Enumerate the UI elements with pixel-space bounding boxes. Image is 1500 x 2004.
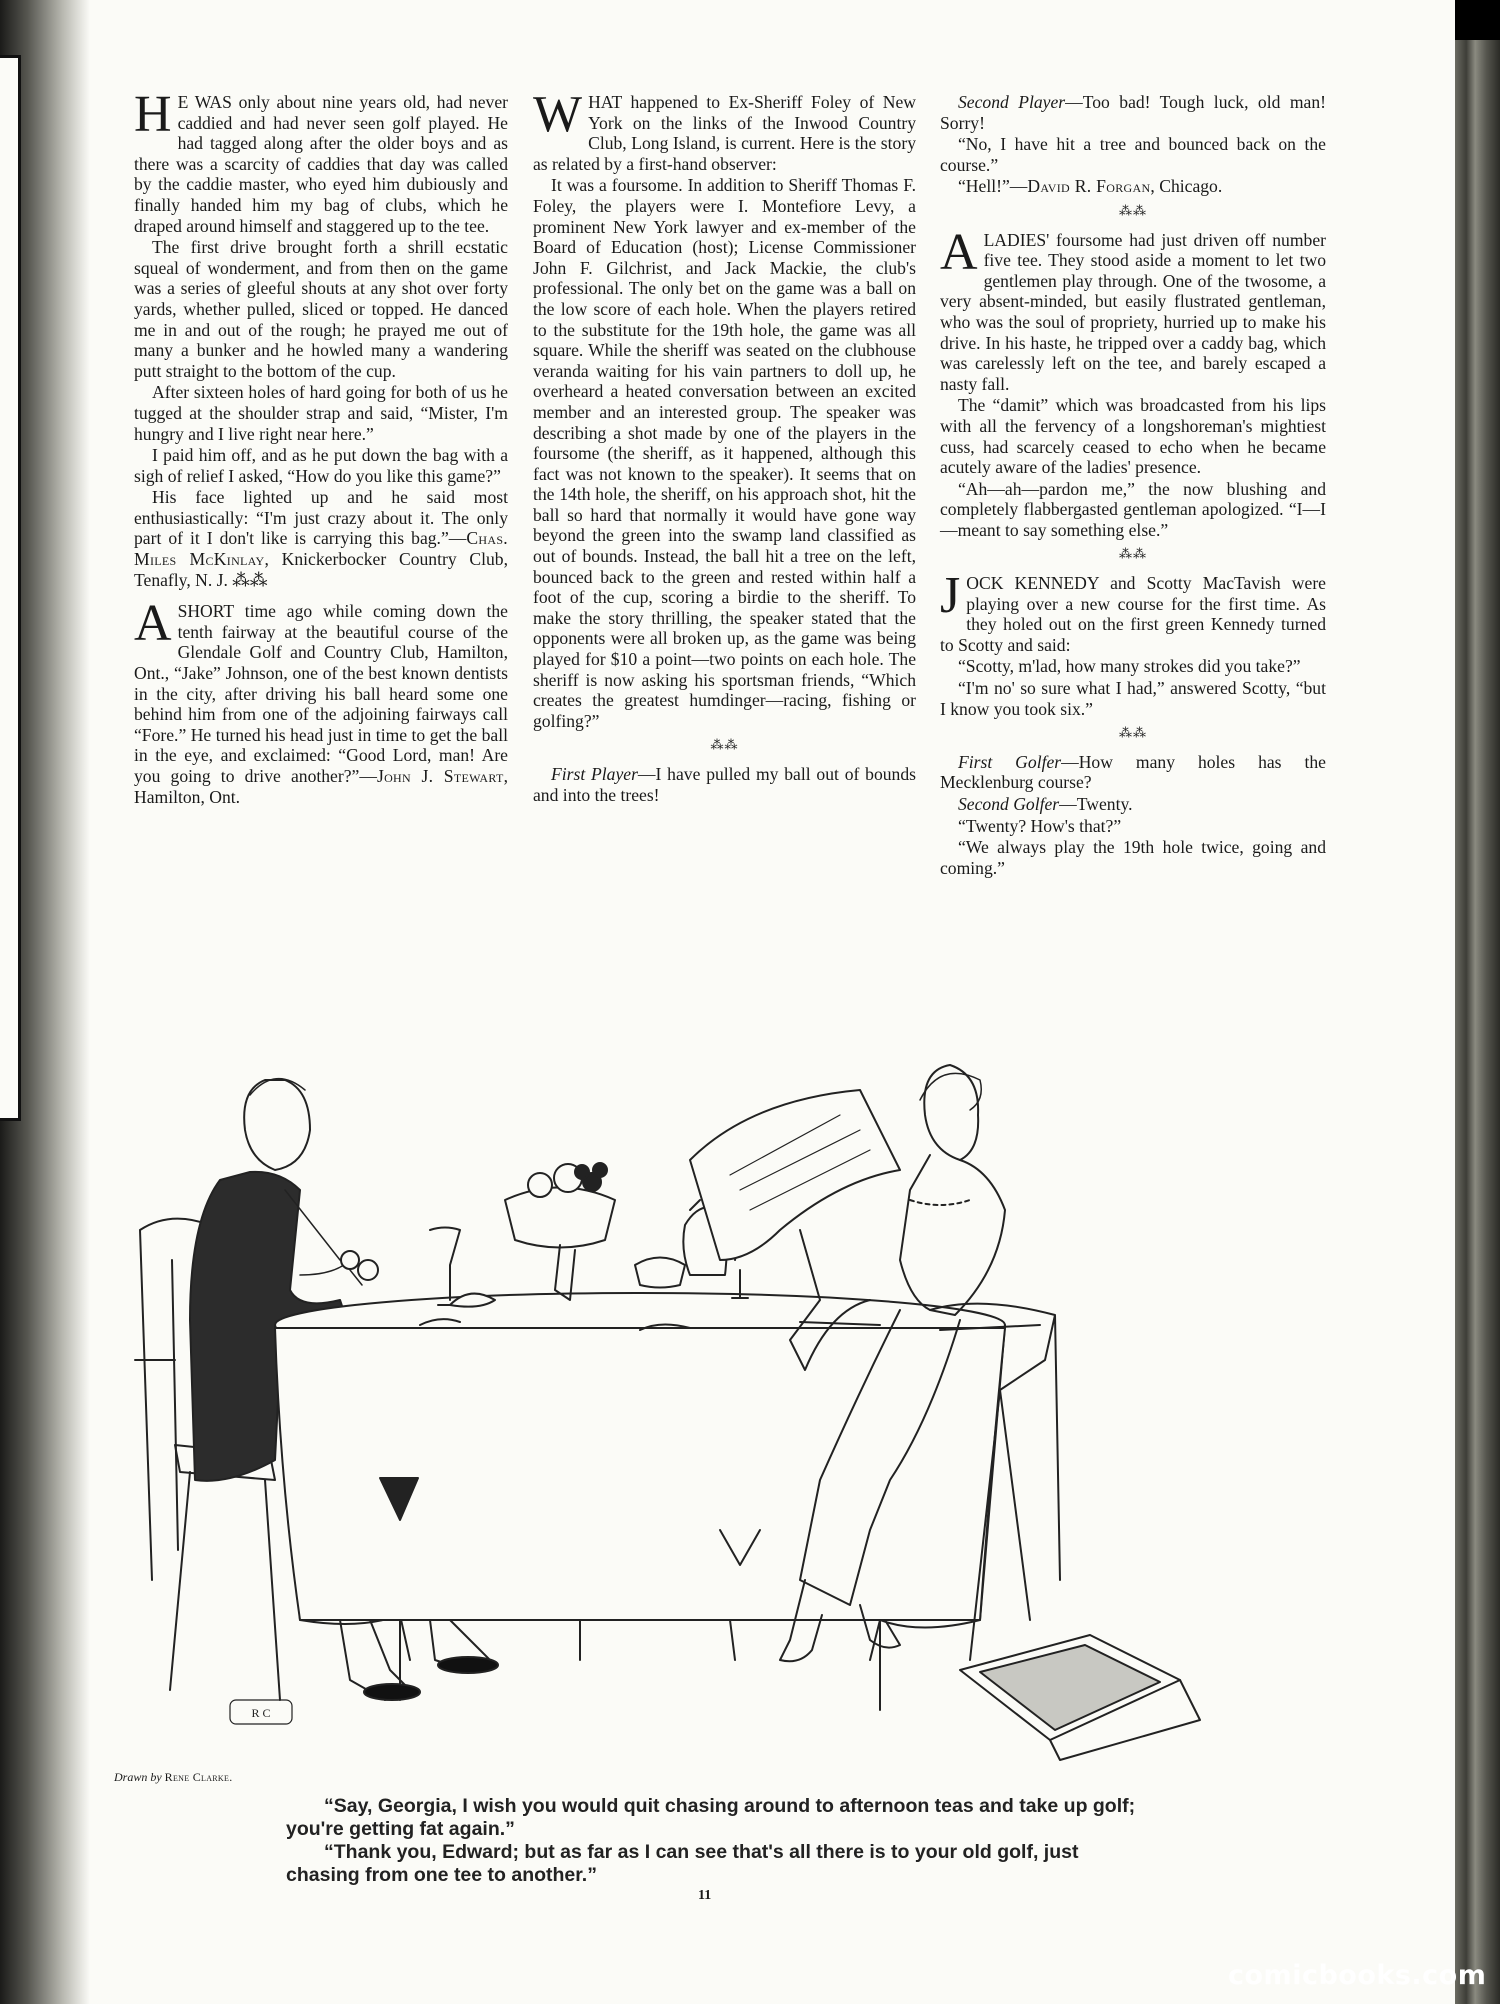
illustration-caption: [286, 1795, 1146, 1887]
paragraph: The first drive brought forth a shrill ecstatic squeal of wonderment, and from then on the game was a series of gleeful shouts at any shot over forty yards, whether pulled, sliced or topped. He danced me in and out of the rough; he prayed me out of many a bunker and he howled many a wandering putt straight to the bottom of the cup.: [134, 237, 508, 381]
paragraph: “Twenty? How's that?”: [958, 815, 1122, 836]
column-3: [940, 92, 1326, 879]
signature-text: R C: [251, 1706, 271, 1720]
anecdote-ladies-foursome: ALADIES' foursome had just driven off number five tee. They stood aside a moment to let two gentlemen play through. One of the twosome, a very absent-minded, but easily flustrated gentleman, who was the soul of propriety, hurried up to make his drive. In his haste, he tripped over a caddy bag, which was carelessly left on the tee, and barely escaped a nasty fall.: [940, 223, 1326, 394]
ornament: ⁂⁂: [1119, 202, 1147, 218]
speaker-role: Second Player: [958, 92, 1066, 112]
anecdote-sheriff: WHAT happened to Ex-Sheriff Foley of New York on the links of the Inwood Country Club, Long Island, is current. Here is the story as related by a first-hand observer:: [533, 86, 916, 174]
breakfast-table-illustration: [100, 1060, 1360, 1770]
paragraph: First Player—I have pulled my ball out of bounds and into the trees!: [533, 764, 916, 805]
paragraph: “Ah—ah—pardon me,” the now blushing and completely flabbergasted gentleman apologized. “I—I—meant to say something else.”: [940, 478, 1326, 540]
drop-cap: W: [533, 86, 583, 143]
paragraph: Second Golfer—Twenty.: [958, 794, 1133, 814]
paragraph: Second Player—Too bad! Tough luck, old man! Sorry!: [940, 92, 1326, 133]
ornament: ⁂⁂: [1119, 546, 1147, 562]
watermark: comicbooks.com: [1228, 1960, 1487, 1991]
anecdote-caddie: H E WAS only about nine years old, had never caddied and had never seen golf played. He had tagged along after the older boys and as there was a scarcity of caddies that day was called by the caddie master, who eyed him dubiously and finally handed him my bag of clubs, which he draped around himself and staggered up to the tee.: [134, 86, 508, 236]
drop-cap: A: [134, 595, 172, 653]
paragraph: “Scotty, m'lad, how many strokes did you take?”: [958, 656, 1301, 677]
paragraph: After sixteen holes of hard going for both of us he tugged at the shoulder strap and said, “Mister, I'm hungry and I live right near here.”: [134, 382, 508, 444]
ornament: ⁂⁂: [710, 737, 739, 753]
caption-line-1: “Say, Georgia, I wish you would quit chasing around to afternoon teas and take up golf; you're getting fat again.”: [286, 1795, 1136, 1840]
paragraph: “We always play the 19th hole twice, going and coming.”: [940, 837, 1326, 878]
paragraph: “I'm no' so sure what I had,” answered Scotty, “but I know you took six.”: [940, 678, 1326, 719]
newspaper-floor: [960, 1635, 1200, 1760]
speaker-role: First Player: [551, 764, 638, 784]
author-name: John J. Stewart: [376, 766, 504, 786]
paragraph: “Hell!”—David R. Forgan, Chicago.: [958, 176, 1223, 197]
anecdote-kennedy: JOCK KENNEDY and Scotty MacTavish were playing over a new course for the first time. As they holed out on the first green Kennedy turned to Scotty and said:: [940, 567, 1326, 655]
paragraph: It was a foursome. In addition to Sheriff Thomas F. Foley, the players were I. Montefiore Levy, a prominent New York lawyer and ex-member of the Board of Education (host); License Commissioner John F. Gilchrist, and Jack Mackie, the club's professional. The only bet on the game was a ball on the low score of each hole. When the players retired to the substitute for the 19th hole, the game was all square. While the sheriff was seated on the clubhouse veranda waiting for his vain partners to doll up, he overheard a heated conversation between an excited member and an interested group. The speaker was describing a shot made by one of the players in the foursome (the sheriff, as it happened, although this fact was not known to the speaker). It seems that on the 14th hole, the sheriff, on his approach shot, hit the ball so hard that normally it would have gone way beyond the green into the swamp land classified as out of bounds. Instead, the ball hit a tree on the left, bounced back to the green and rested within half a foot of the cup, scoring a birdie to the sheriff. To make the story thrilling, the speaker stated that the opponents were all broken up, as the game was being played for $10 a point—two points on each hole. The sheriff is now asking his sportsman friends, “Which creates the greatest humdinger—racing, fishing or golfing?”: [533, 175, 916, 731]
paragraph: The “damit” which was broadcasted from his lips with all the fervency of a longshoreman's mightiest cuss, had scarcely ceased to echo when he became acutely aware of the ladies' presence.: [940, 395, 1326, 478]
author-name: David R. Forgan: [1027, 176, 1151, 197]
illustrator-name: Rene Clarke.: [164, 1770, 233, 1784]
page-number: 11: [698, 1888, 712, 1903]
book-page-edges: [1455, 40, 1500, 2004]
anecdote-dentist: ASHORT time ago while coming down the tenth fairway at the beautiful course of the Glendale Golf and Country Club, Hamilton, Ont., “Jake” Johnson, one of the best known dentists in the city, after driving his ball heard some one behind him from one of the adjoining fairways call “Fore.” He turned his head just in time to get the ball in the eye, and exclaimed: “Good Lord, man! Are you going to drive another?”—John J. Stewart, Hamilton, Ont.: [134, 595, 508, 807]
column-1: [134, 86, 508, 808]
drop-cap: A: [940, 223, 978, 281]
man-legs: [340, 1620, 498, 1700]
caption-line-2: “Thank you, Edward; but as far as I can see that's all there is to your old golf, just chasing from one tee to another.”: [286, 1841, 1079, 1886]
left-border-box: [0, 55, 21, 1121]
author-name: Chas. Miles McKinlay: [134, 528, 508, 570]
column-2: [533, 86, 916, 806]
paragraph: I paid him off, and as he put down the bag with a sigh of relief I asked, “How do you like this game?”: [134, 445, 508, 486]
ornament: ⁂⁂: [1119, 725, 1147, 741]
speaker-role: Second Golfer: [958, 794, 1060, 814]
illustration-credit: Drawn by Rene Clarke.: [114, 1770, 233, 1784]
drop-cap: H: [134, 86, 172, 143]
drop-cap: J: [940, 567, 961, 625]
speaker-role: First Golfer: [958, 751, 1062, 772]
paragraph: His face lighted up and he said most enthusiastically: “I'm just crazy about it. The only part of it I don't like is carrying this bag.”—Chas. Miles McKinlay, Knickerbocker Country Club, Tenafly, N. J. ⁂⁂: [134, 487, 508, 590]
ornament: ⁂⁂: [232, 569, 268, 590]
paragraph: First Golfer—How many holes has the Mecklenburg course?: [940, 751, 1326, 793]
paragraph: “No, I have hit a tree and bounced back on the course.”: [940, 134, 1326, 175]
